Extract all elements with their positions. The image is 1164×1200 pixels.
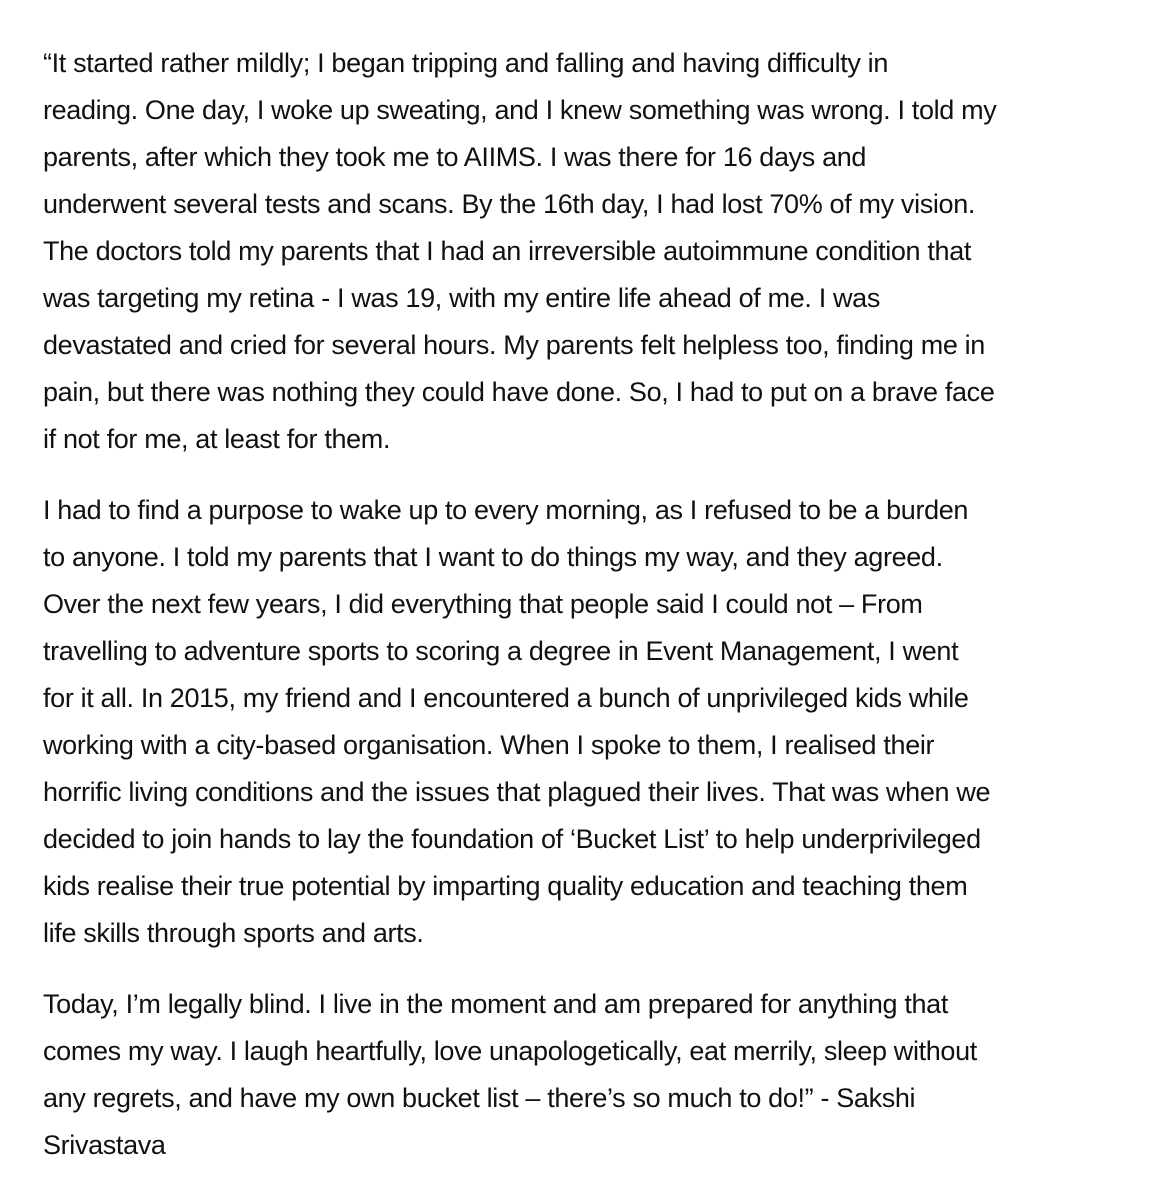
paragraph-2 — [43, 487, 1143, 957]
text-line: comes my way. I laugh heartfully, love unapologetically, eat merrily, sleep without — [43, 1036, 977, 1066]
paragraph-1 — [43, 40, 1143, 463]
text-line: I had to find a purpose to wake up to every morning, as I refused to be a burden — [43, 495, 969, 525]
text-line: Srivastava — [43, 1130, 166, 1160]
text-line: working with a city-based organisation. When I spoke to them, I realised their — [43, 730, 935, 760]
text-line: parents, after which they took me to AIIMS. I was there for 16 days and — [43, 142, 867, 172]
text-line: kids realise their true potential by imparting quality education and teaching them — [43, 871, 968, 901]
text-line: for it all. In 2015, my friend and I encountered a bunch of unprivileged kids while — [43, 683, 969, 713]
text-line: horrific living conditions and the issues that plagued their lives. That was when we — [43, 777, 991, 807]
text-line: reading. One day, I woke up sweating, and I knew something was wrong. I told my — [43, 95, 997, 125]
text-line: if not for me, at least for them. — [43, 424, 391, 454]
text-line: “It started rather mildly; I began tripping and falling and having difficulty in — [43, 48, 888, 78]
text-line: pain, but there was nothing they could have done. So, I had to put on a brave face — [43, 377, 995, 407]
text-line: travelling to adventure sports to scoring a degree in Event Management, I went — [43, 636, 959, 666]
text-line: devastated and cried for several hours. My parents felt helpless too, finding me in — [43, 330, 985, 360]
text-line: any regrets, and have my own bucket list – there’s so much to do!” - Sakshi — [43, 1083, 916, 1113]
text-line: The doctors told my parents that I had an irreversible autoimmune condition that — [43, 236, 972, 266]
text-line: Over the next few years, I did everything that people said I could not – From — [43, 589, 923, 619]
text-line: life skills through sports and arts. — [43, 918, 424, 948]
paragraph-3 — [43, 981, 1143, 1169]
quote-text — [43, 40, 1143, 1169]
text-line: decided to join hands to lay the foundation of ‘Bucket List’ to help underprivileged — [43, 824, 981, 854]
text-line: underwent several tests and scans. By the 16th day, I had lost 70% of my vision. — [43, 189, 976, 219]
text-line: Today, I’m legally blind. I live in the moment and am prepared for anything that — [43, 989, 949, 1019]
text-line: to anyone. I told my parents that I want to do things my way, and they agreed. — [43, 542, 943, 572]
text-line: was targeting my retina - I was 19, with my entire life ahead of me. I was — [43, 283, 880, 313]
